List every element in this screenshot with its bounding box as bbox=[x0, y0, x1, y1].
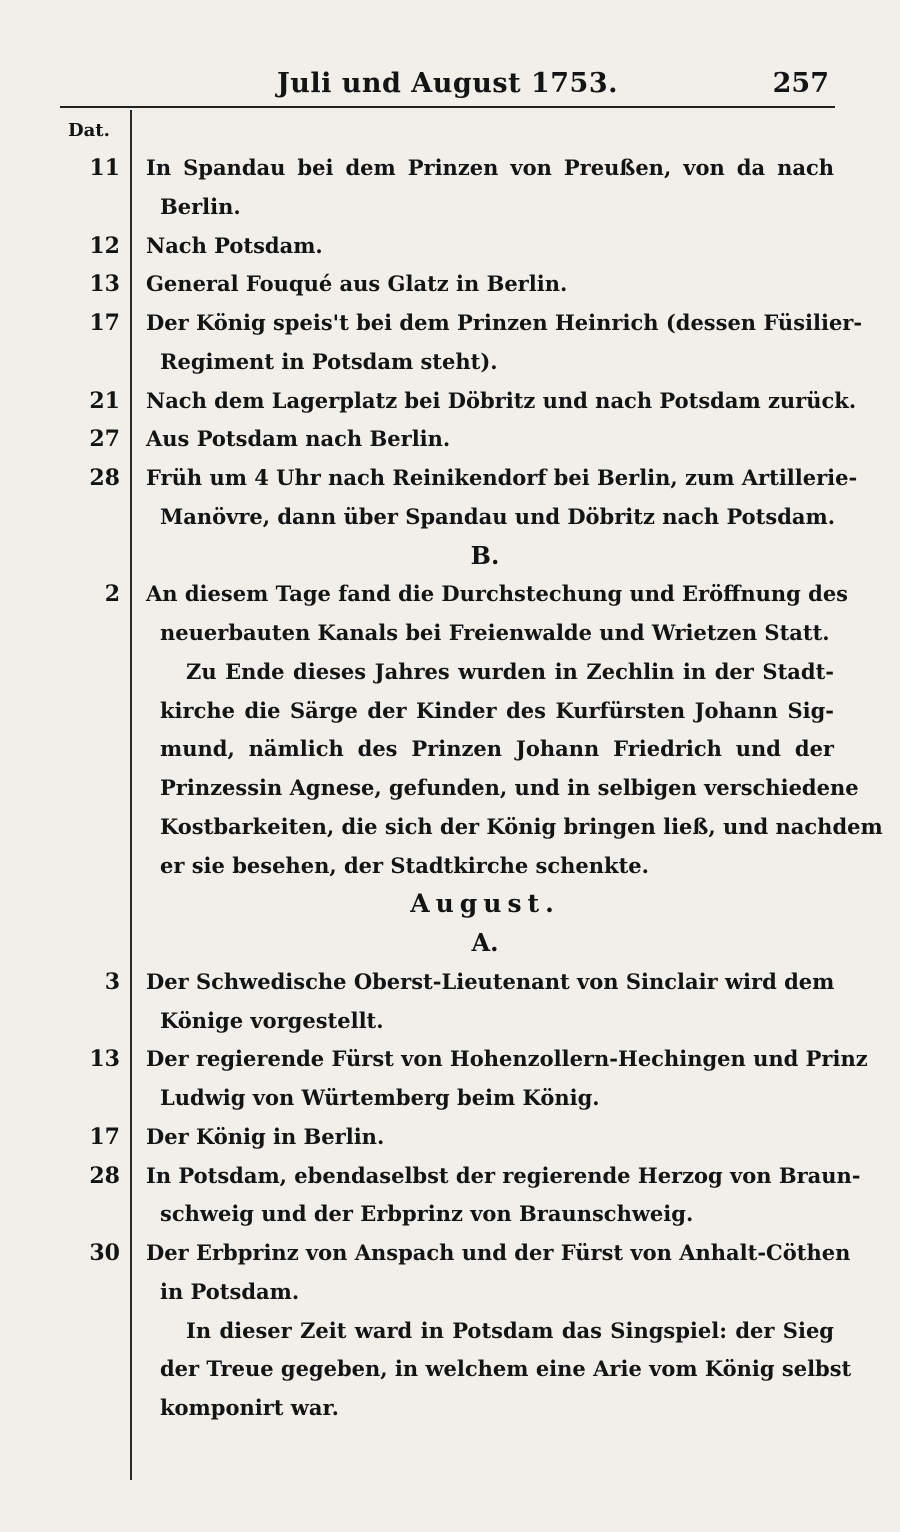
entry-text: Zu Ende dieses Jahres wurden in Zechlin in der Stadt- bbox=[186, 658, 834, 684]
entry-text: Nach dem Lagerplatz bei Döbritz und nach Potsdam zurück. bbox=[146, 387, 857, 413]
day-number: 21 bbox=[89, 387, 120, 414]
entry-text: Manövre, dann über Spandau und Döbritz nach Potsdam. bbox=[160, 503, 836, 529]
entry-text: schweig und der Erbprinz von Braunschweig. bbox=[160, 1201, 694, 1227]
entry-line bbox=[0, 652, 900, 692]
section-heading bbox=[0, 536, 900, 576]
entry-line bbox=[0, 1272, 900, 1312]
running-header bbox=[60, 66, 835, 108]
entry-line bbox=[0, 1349, 900, 1389]
entry-line bbox=[0, 1388, 900, 1428]
entry-line bbox=[0, 148, 900, 188]
entry-text: Berlin. bbox=[160, 193, 241, 219]
entry-line bbox=[0, 768, 900, 808]
entry-line bbox=[0, 303, 900, 343]
entry-line bbox=[0, 1001, 900, 1041]
section-heading-text: August. bbox=[410, 889, 560, 919]
entry-line bbox=[0, 613, 900, 653]
entry-line bbox=[0, 962, 900, 1002]
entry-text: Nach Potsdam. bbox=[146, 232, 323, 258]
entry-text: der Treue gegeben, in welchem eine Arie vom König selbst bbox=[160, 1356, 852, 1382]
entry-line bbox=[0, 342, 900, 382]
day-number: 28 bbox=[89, 465, 120, 491]
entry-line bbox=[0, 264, 900, 304]
day-number: 11 bbox=[89, 155, 120, 181]
entry-line bbox=[0, 1039, 900, 1079]
entry-text: mund, nämlich des Prinzen Johann Friedrich und der bbox=[160, 736, 834, 762]
day-number: 12 bbox=[89, 232, 120, 259]
entry-line bbox=[0, 846, 900, 886]
entry-line bbox=[0, 497, 900, 537]
entry-text: Früh um 4 Uhr nach Reinikendorf bei Berlin, zum Artillerie- bbox=[146, 465, 858, 490]
entry-line bbox=[0, 187, 900, 227]
entry-text: An diesem Tage fand die Durchstechung und Eröffnung des bbox=[146, 581, 849, 607]
entry-text: Der Schwedische Oberst-Lieutenant von Sinclair wird dem bbox=[146, 968, 835, 994]
entry-text: General Fouqué aus Glatz in Berlin. bbox=[146, 271, 568, 297]
entry-text: Der König speis't bei dem Prinzen Heinrich (dessen Füsilier- bbox=[146, 310, 863, 335]
section-heading bbox=[0, 884, 900, 924]
entry-line bbox=[0, 226, 900, 266]
entry-line bbox=[0, 574, 900, 614]
section-heading bbox=[0, 923, 900, 963]
entry-text: In Spandau bei dem Prinzen von Preußen, von da nach bbox=[146, 155, 834, 180]
entry-line bbox=[0, 807, 900, 847]
entry-line bbox=[0, 1078, 900, 1118]
entry-text: Ludwig von Würtemberg beim König. bbox=[160, 1085, 600, 1110]
entry-text: in Potsdam. bbox=[160, 1278, 300, 1304]
entry-text: Regiment in Potsdam steht). bbox=[160, 348, 498, 374]
entry-text: neuerbauten Kanals bei Freienwalde und Wrietzen Statt. bbox=[160, 620, 830, 645]
entry-text: Könige vorgestellt. bbox=[160, 1007, 384, 1033]
entry-text: komponirt war. bbox=[160, 1395, 339, 1420]
entry-text: In dieser Zeit ward in Potsdam das Singspiel: der Sieg bbox=[186, 1317, 834, 1343]
day-number: 13 bbox=[89, 1046, 120, 1073]
entry-text: Kostbarkeiten, die sich der König bringen ließ, und nachdem bbox=[160, 813, 883, 839]
day-number: 17 bbox=[89, 310, 120, 336]
entry-text: In Potsdam, ebendaselbst der regierende Herzog von Braun- bbox=[146, 1162, 861, 1188]
day-number: 3 bbox=[104, 968, 120, 995]
day-number: 30 bbox=[89, 1240, 120, 1266]
entry-text: kirche die Särge der Kinder des Kurfürsten Johann Sig- bbox=[160, 697, 834, 723]
entry-line bbox=[0, 1311, 900, 1351]
section-heading-text: B. bbox=[470, 540, 500, 570]
entry-line bbox=[0, 691, 900, 731]
entry-line bbox=[0, 381, 900, 421]
section-heading-text: A. bbox=[471, 928, 499, 957]
entry-line bbox=[0, 419, 900, 459]
entry-text: Aus Potsdam nach Berlin. bbox=[146, 426, 451, 452]
entry-line bbox=[0, 1117, 900, 1157]
entry-text: Der regierende Fürst von Hohenzollern-Hechingen und Prinz bbox=[146, 1046, 868, 1072]
entry-text: Prinzessin Agnese, gefunden, und in selbigen verschiedene bbox=[160, 775, 859, 800]
entry-line bbox=[0, 729, 900, 769]
day-number: 28 bbox=[89, 1162, 120, 1189]
entry-text: er sie besehen, der Stadtkirche schenkte. bbox=[160, 852, 649, 878]
entry-line bbox=[0, 1156, 900, 1196]
day-number: 2 bbox=[104, 581, 120, 608]
entry-text: Der König in Berlin. bbox=[146, 1123, 385, 1149]
day-number: 17 bbox=[89, 1123, 120, 1150]
header-title: Juli und August 1753. bbox=[276, 68, 619, 99]
day-number: 13 bbox=[89, 271, 120, 298]
day-number: 27 bbox=[89, 426, 120, 453]
entry-line bbox=[0, 1233, 900, 1273]
date-column-label: Dat. bbox=[68, 120, 110, 141]
entry-line bbox=[0, 1194, 900, 1234]
entry-line bbox=[0, 458, 900, 498]
page-number: 257 bbox=[772, 68, 829, 99]
entry-text: Der Erbprinz von Anspach und der Fürst von Anhalt-Cöthen bbox=[146, 1240, 851, 1265]
